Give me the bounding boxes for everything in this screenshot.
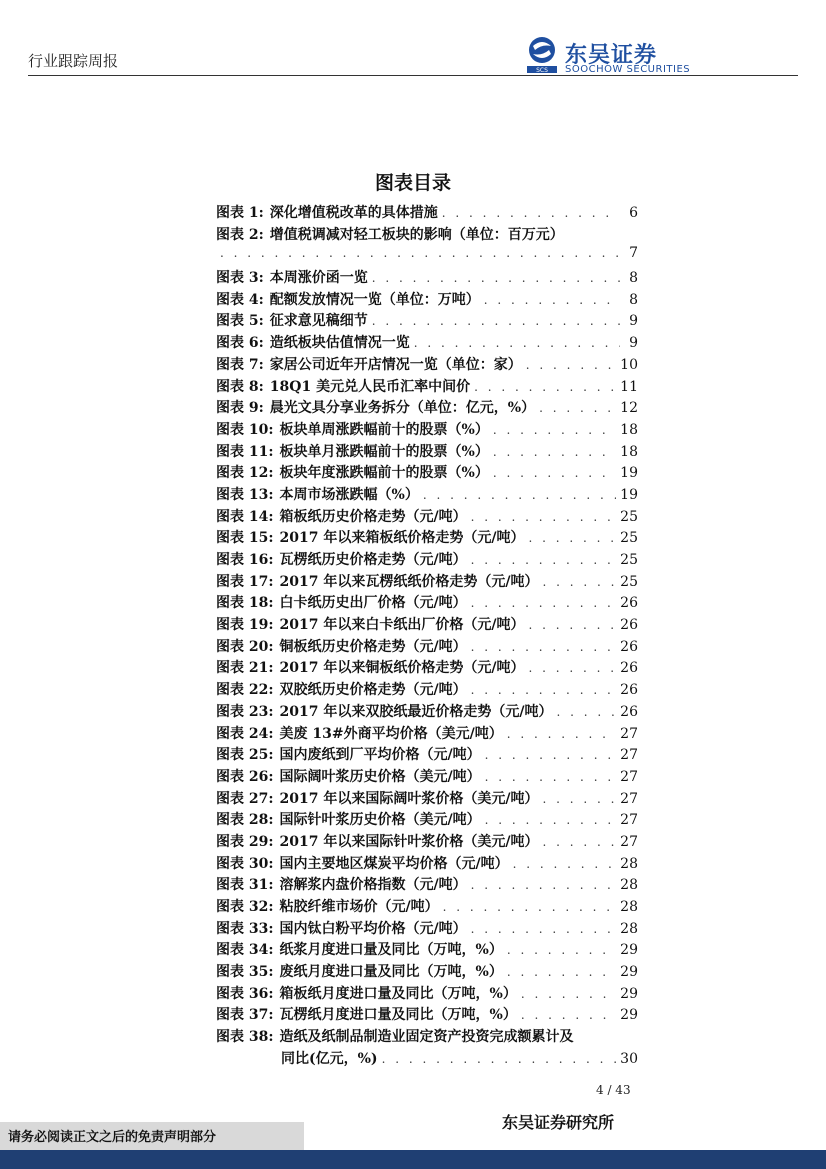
toc-entry-page: 8	[629, 291, 638, 308]
toc-entry-label: 图表 5:	[216, 313, 264, 330]
toc-entry-title: 国内主要地区煤炭平均价格（元/吨）	[279, 855, 509, 872]
toc-dot-leader	[513, 857, 617, 871]
toc-entry[interactable]	[216, 657, 638, 679]
toc-entry[interactable]	[216, 788, 638, 810]
header-divider	[28, 75, 798, 76]
toc-dot-leader	[442, 206, 620, 220]
toc-entry-title: 18Q1 美元兑人民币汇率中间价	[269, 378, 471, 395]
toc-entry[interactable]	[216, 983, 638, 1005]
toc-entry-page: 27	[620, 725, 638, 742]
toc-entry-label: 图表 6:	[216, 335, 264, 352]
toc-heading: 图表目录	[374, 172, 451, 194]
toc-dot-leader	[471, 596, 617, 610]
toc-entry[interactable]	[216, 1004, 638, 1026]
toc-dot-leader	[542, 835, 616, 849]
toc-entry-page: 9	[629, 335, 638, 352]
toc-dot-leader	[485, 748, 617, 762]
toc-entry[interactable]	[216, 918, 638, 940]
toc-entry-label: 图表 30:	[216, 855, 274, 872]
toc-entry-title: 双胶纸历史价格走势（元/吨）	[279, 682, 467, 699]
toc-dot-leader	[474, 380, 616, 394]
toc-entry-title: 造纸板块估值情况一览	[269, 335, 410, 352]
toc-entry-title: 粘胶纤维市场价（元/吨）	[279, 899, 439, 915]
toc-entry[interactable]	[216, 549, 638, 571]
toc-entry-page: 29	[620, 942, 638, 959]
toc-entry-label: 图表 12:	[216, 465, 274, 482]
toc-entry-label: 图表 8:	[216, 378, 264, 395]
toc-entry-title: 板块单月涨跌幅前十的股票（%）	[279, 443, 489, 460]
toc-entry[interactable]	[216, 484, 638, 506]
toc-entry-label: 图表 9:	[216, 400, 264, 417]
toc-entry[interactable]	[216, 332, 638, 354]
toc-entry-page: 25	[620, 573, 638, 590]
toc-entry-title: 箱板纸历史价格走势（元/吨）	[279, 508, 467, 525]
toc-entry-page: 19	[620, 486, 638, 503]
toc-dot-leader	[443, 900, 617, 914]
toc-entry-page: 26	[620, 660, 638, 677]
toc-entry-title: 板块年度涨跌幅前十的股票（%）	[279, 465, 489, 482]
toc-entry-title: 2017 年以来瓦楞纸纸价格走势（元/吨）	[279, 573, 539, 590]
toc-entry[interactable]	[216, 592, 638, 614]
toc-entry-label: 图表 14:	[216, 508, 274, 525]
toc-entry-title: 2017 年以来箱板纸价格走势（元/吨）	[279, 530, 525, 547]
toc-dot-leader	[471, 640, 617, 654]
toc-entry[interactable]	[216, 896, 638, 918]
company-logo	[525, 36, 705, 76]
toc-dot-leader	[542, 575, 616, 589]
toc-entry[interactable]	[216, 310, 638, 332]
toc-entry-title: 本周涨价函一览	[269, 270, 368, 287]
toc-dot-leader	[528, 618, 616, 632]
toc-entry-label: 图表 28:	[216, 812, 274, 829]
toc-entry-page: 28	[620, 920, 638, 937]
toc-dot-leader	[539, 401, 616, 415]
toc-entry-page: 10	[620, 356, 638, 373]
toc-entry[interactable]	[216, 939, 638, 961]
toc-entry[interactable]	[216, 462, 638, 484]
toc-dot-leader	[485, 770, 617, 784]
toc-entry-label: 图表 15:	[216, 530, 274, 547]
toc-entry-page: 25	[620, 552, 638, 568]
toc-entry-page: 18	[620, 443, 638, 460]
toc-dot-leader	[528, 531, 616, 545]
toc-dot-leader	[485, 813, 617, 827]
toc-entry[interactable]	[216, 267, 638, 289]
toc-entry-title: 家居公司近年开店情况一览（单位：家）	[269, 356, 522, 373]
toc-entry[interactable]	[216, 441, 638, 463]
disclaimer-notice: 请务必阅读正文之后的免责声明部分	[8, 1130, 217, 1145]
toc-entry-label: 图表 32:	[216, 899, 274, 915]
toc-entry[interactable]	[216, 1026, 638, 1048]
toc-entry-label: 图表 21:	[216, 660, 274, 677]
toc-entry-title: 纸浆月度进口量及同比（万吨，%）	[279, 942, 503, 959]
toc-entry[interactable]	[216, 224, 638, 246]
toc-entry[interactable]	[216, 614, 638, 636]
toc-entry-page: 28	[620, 877, 638, 894]
toc-dot-leader	[528, 661, 616, 675]
toc-entry-label: 图表 26:	[216, 768, 274, 785]
toc-entry-title: 箱板纸月度进口量及同比（万吨，%）	[279, 985, 517, 1002]
toc-entry-title: 2017 年以来国际针叶浆价格（美元/吨）	[279, 833, 539, 850]
toc-entry[interactable]	[216, 636, 638, 658]
toc-entry-title: 2017 年以来白卡纸出厂价格（元/吨）	[279, 617, 525, 634]
toc-entry-label: 图表 4:	[216, 291, 264, 308]
toc-entry-title: 溶解浆内盘价格指数（元/吨）	[279, 877, 467, 894]
toc-dot-leader	[471, 683, 617, 697]
toc-entry-label: 图表 25:	[216, 747, 274, 764]
toc-entry-title: 铜板纸历史价格走势（元/吨）	[279, 638, 467, 655]
toc-entry[interactable]	[216, 419, 638, 441]
toc-entry-page: 19	[620, 465, 638, 482]
toc-entry[interactable]	[216, 701, 638, 723]
toc-dot-leader	[220, 246, 620, 260]
soochow-logo-icon	[525, 36, 559, 74]
toc-entry[interactable]	[216, 506, 638, 528]
toc-entry-label: 图表 22:	[216, 682, 274, 699]
toc-entry-page: 7	[629, 245, 638, 262]
toc-entry-continuation[interactable]	[216, 1048, 638, 1070]
toc-entry[interactable]	[216, 376, 638, 398]
toc-entry-title: 本周市场涨跌幅（%）	[279, 486, 419, 503]
toc-entry-label: 图表 36:	[216, 985, 274, 1002]
toc-entry-label: 图表 2:	[216, 226, 264, 243]
toc-entry-title: 增值税调减对轻工板块的影响（单位：百万元）	[269, 226, 564, 243]
research-institute-name: 东吴证券研究所	[502, 1113, 615, 1132]
toc-dot-leader	[414, 336, 620, 350]
toc-entry-page: 12	[620, 400, 638, 417]
logo-mark-text: SCS	[536, 67, 548, 74]
toc-entry-label: 图表 33:	[216, 920, 274, 937]
toc-entry-label: 图表 13:	[216, 486, 274, 503]
toc-dot-leader	[471, 878, 617, 892]
toc-entry-title: 板块单周涨跌幅前十的股票（%）	[279, 421, 489, 438]
toc-entry-page: 27	[620, 812, 638, 829]
toc-entry-page: 25	[620, 530, 638, 547]
toc-entry-label: 图表 37:	[216, 1007, 274, 1024]
toc-entry-page: 26	[620, 682, 638, 699]
toc-entry-title: 国内废纸到厂平均价格（元/吨）	[279, 747, 481, 764]
report-type-title: 行业跟踪周报	[28, 52, 119, 70]
toc-dot-leader	[526, 358, 616, 372]
toc-dot-leader	[382, 1052, 617, 1066]
toc-entry-label: 图表 7:	[216, 356, 264, 373]
toc-dot-leader	[521, 1008, 616, 1022]
toc-entry[interactable]	[216, 527, 638, 549]
toc-entry-label: 图表 35:	[216, 964, 274, 981]
toc-entry-title: 征求意见稿细节	[269, 313, 368, 330]
toc-dot-leader	[484, 293, 620, 307]
toc-entry-page: 27	[620, 833, 638, 850]
toc-entry-label: 图表 23:	[216, 703, 274, 720]
toc-entry-page: 29	[620, 964, 638, 981]
toc-entry-page: 26	[620, 703, 638, 720]
toc-entry-page: 28	[620, 855, 638, 872]
toc-entry[interactable]	[216, 766, 638, 788]
toc-entry-label: 图表 16:	[216, 552, 274, 568]
toc-entry-page: 25	[620, 508, 638, 525]
toc-entry-page: 11	[620, 378, 638, 395]
toc-entry-label: 图表 1:	[216, 205, 264, 221]
toc-dot-leader	[542, 792, 616, 806]
toc-entry-page: 28	[620, 899, 638, 915]
toc-entry-label: 图表 18:	[216, 595, 274, 612]
toc-entry[interactable]	[216, 874, 638, 896]
toc-entry-label: 图表 38:	[216, 1029, 274, 1046]
toc-dot-leader	[521, 987, 616, 1001]
toc-entry[interactable]	[216, 744, 638, 766]
toc-entry-title: 国际针叶浆历史价格（美元/吨）	[279, 812, 481, 829]
toc-dot-leader	[372, 314, 620, 328]
toc-entry-title: 白卡纸历史出厂价格（元/吨）	[279, 595, 467, 612]
toc-entry-page: 27	[620, 790, 638, 807]
toc-entry-page: 27	[620, 747, 638, 764]
toc-entry-label: 图表 17:	[216, 573, 274, 590]
toc-entry-label: 图表 19:	[216, 617, 274, 634]
toc-dot-leader	[423, 488, 616, 502]
logo-company-name-en: SOOCHOW SECURITIES	[565, 64, 691, 75]
toc-entry-label: 图表 24:	[216, 725, 274, 742]
toc-entry-label: 图表 11:	[216, 443, 274, 460]
toc-entry-page: 18	[620, 421, 638, 438]
toc-entry[interactable]	[216, 723, 638, 745]
toc-entry-title: 2017 年以来国际阔叶浆价格（美元/吨）	[279, 790, 539, 807]
toc-dot-leader	[507, 965, 616, 979]
toc-entry[interactable]	[216, 679, 638, 701]
toc-entry-page: 8	[629, 270, 638, 287]
logo-company-name-cn: 东吴证券	[565, 43, 658, 68]
toc-entry[interactable]	[216, 571, 638, 593]
toc-entry-page: 26	[620, 638, 638, 655]
toc-entry-page: 26	[620, 595, 638, 612]
toc-entry-page: 29	[620, 1007, 638, 1024]
toc-dot-leader	[507, 943, 616, 957]
toc-entry-label: 图表 31:	[216, 877, 274, 894]
toc-dot-leader	[372, 271, 620, 285]
toc-entry-label: 图表 29:	[216, 833, 274, 850]
toc-entry-title: 晨光文具分享业务拆分（单位：亿元，%）	[269, 400, 536, 417]
toc-entry-title: 美废 13#外商平均价格（美元/吨）	[279, 725, 503, 742]
toc-entry[interactable]	[216, 202, 638, 224]
toc-dot-leader	[493, 423, 616, 437]
toc-dot-leader	[493, 445, 616, 459]
toc-entry-title: 国内钛白粉平均价格（元/吨）	[279, 920, 467, 937]
toc-entry-title: 深化增值税改革的具体措施	[269, 205, 438, 221]
toc-entry-page: 30	[620, 1050, 638, 1067]
toc-dot-leader	[471, 922, 617, 936]
toc-entry-page: 6	[629, 205, 638, 221]
toc-entry-label: 图表 10:	[216, 421, 274, 438]
toc-entry[interactable]	[216, 289, 638, 311]
toc-dot-leader	[471, 553, 617, 567]
toc-entry-label: 图表 3:	[216, 270, 264, 287]
toc-dot-leader	[493, 466, 616, 480]
toc-entry-title: 2017 年以来铜板纸价格走势（元/吨）	[279, 660, 525, 677]
toc-entry-title: 造纸及纸制品制造业固定资产投资完成额累计及	[279, 1029, 574, 1046]
toc-entry-page: 26	[620, 617, 638, 634]
toc-entry-label: 图表 27:	[216, 790, 274, 807]
toc-entry-continuation[interactable]	[216, 245, 638, 267]
toc-entry[interactable]	[216, 961, 638, 983]
footer-color-bar	[0, 1150, 826, 1169]
toc-entry[interactable]	[216, 853, 638, 875]
figure-toc-list	[216, 202, 638, 1070]
toc-entry[interactable]	[216, 354, 638, 376]
toc-entry-page: 9	[629, 313, 638, 330]
toc-entry-title-continued: 同比(亿元，%)	[281, 1050, 378, 1067]
toc-entry[interactable]	[216, 809, 638, 831]
toc-entry-page: 29	[620, 985, 638, 1002]
page-number: 4 / 43	[596, 1083, 631, 1097]
toc-entry[interactable]	[216, 397, 638, 419]
toc-dot-leader	[471, 510, 617, 524]
toc-entry-title: 国际阔叶浆历史价格（美元/吨）	[279, 768, 481, 785]
toc-entry-title: 2017 年以来双胶纸最近价格走势（元/吨）	[279, 703, 553, 720]
toc-entry-title: 瓦楞纸历史价格走势（元/吨）	[279, 552, 467, 568]
toc-dot-leader	[507, 727, 616, 741]
toc-entry-title: 废纸月度进口量及同比（万吨，%）	[279, 964, 503, 981]
toc-entry-label: 图表 34:	[216, 942, 274, 959]
toc-entry-title: 瓦楞纸月度进口量及同比（万吨，%）	[279, 1007, 517, 1024]
toc-dot-leader	[556, 705, 616, 719]
toc-entry-label: 图表 20:	[216, 638, 274, 655]
toc-entry-title: 配额发放情况一览（单位：万吨）	[269, 291, 480, 308]
toc-entry-page: 27	[620, 768, 638, 785]
toc-entry[interactable]	[216, 831, 638, 853]
